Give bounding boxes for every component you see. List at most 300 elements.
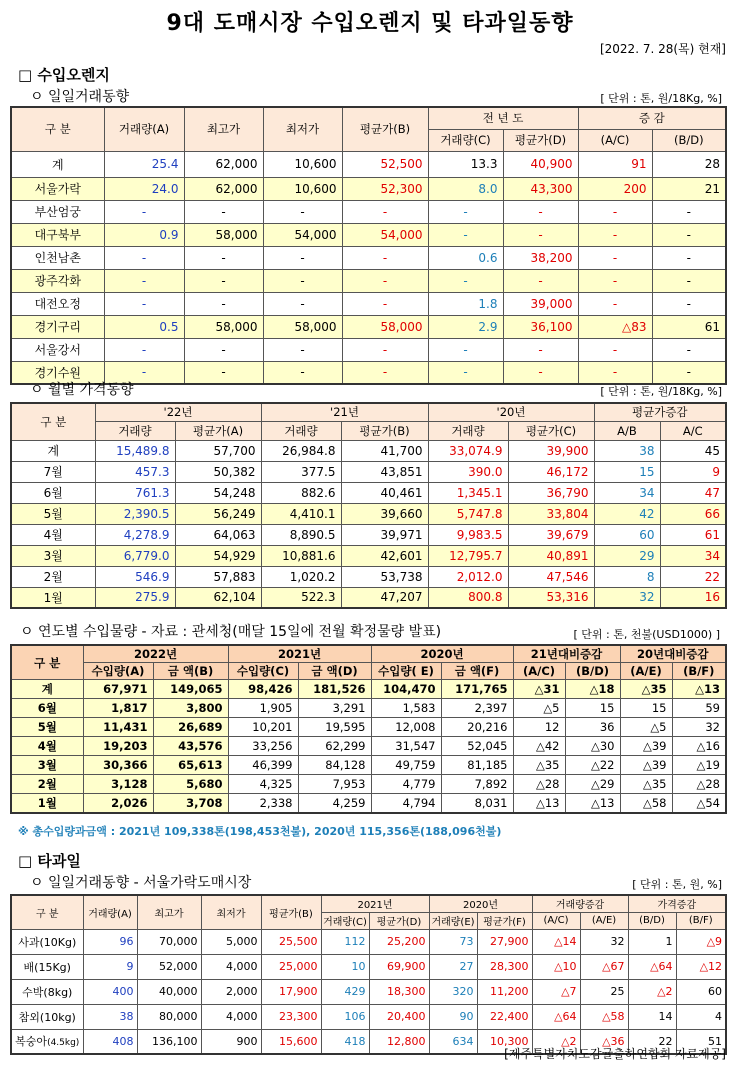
header-2022: '22년 bbox=[95, 403, 261, 421]
table-cell: 400 bbox=[83, 979, 137, 1004]
table-cell: - bbox=[578, 269, 652, 292]
table-cell: - bbox=[578, 292, 652, 315]
row-label: 서울가락 bbox=[11, 177, 104, 200]
table-cell: - bbox=[652, 292, 726, 315]
table-cell: 54,248 bbox=[175, 482, 261, 503]
table-cell: - bbox=[503, 223, 578, 246]
table-cell: 4,794 bbox=[371, 794, 441, 813]
table-cell: △39 bbox=[620, 756, 672, 775]
table-row bbox=[11, 775, 726, 794]
table-cell: △35 bbox=[620, 775, 672, 794]
section-heading-orange: □ 수입오렌지 bbox=[18, 66, 110, 84]
table-cell: 41,700 bbox=[341, 440, 428, 461]
table-cell: 90 bbox=[429, 1004, 477, 1029]
table-cell: △14 bbox=[532, 929, 580, 954]
table-cell: 8.0 bbox=[428, 177, 503, 200]
table-cell: 36 bbox=[565, 718, 620, 737]
subheading-daily-trade: ㅇ 일일거래동향 bbox=[30, 89, 130, 105]
table-cell: 9,983.5 bbox=[428, 524, 508, 545]
table-cell: - bbox=[652, 269, 726, 292]
total-import-note: ※ 총수입량과금액 : 2021년 109,338톤(198,453천불), 2020년 115,356톤(188,096천불) bbox=[18, 825, 502, 838]
table-cell: 39,660 bbox=[341, 503, 428, 524]
table-cell: 32 bbox=[580, 929, 628, 954]
table-cell: 1 bbox=[628, 929, 676, 954]
table-cell: 40,891 bbox=[508, 545, 594, 566]
table-cell: 275.9 bbox=[95, 587, 175, 608]
table-cell: △64 bbox=[532, 1004, 580, 1029]
header-import-a: 수입량(A) bbox=[83, 663, 153, 680]
table-cell: - bbox=[104, 292, 184, 315]
table-cell: 106 bbox=[321, 1004, 369, 1029]
table-row bbox=[11, 503, 726, 524]
header-amount-f: 금 액(F) bbox=[441, 663, 513, 680]
table-cell: 11,200 bbox=[477, 979, 532, 1004]
table-cell: 84,128 bbox=[298, 756, 371, 775]
table-cell: 62,000 bbox=[184, 151, 263, 177]
table-cell: 25,000 bbox=[261, 954, 321, 979]
table-cell: 26,984.8 bbox=[261, 440, 341, 461]
table-cell: △54 bbox=[672, 794, 726, 813]
header-avg-price: 평균가(B) bbox=[261, 895, 321, 929]
table-cell: 136,100 bbox=[137, 1029, 201, 1054]
table-row bbox=[11, 979, 726, 1004]
table-cell: - bbox=[503, 361, 578, 384]
header-volume-change: 거래량증감 bbox=[532, 895, 628, 912]
table-row bbox=[11, 954, 726, 979]
table-cell: - bbox=[342, 246, 428, 269]
table-cell: 62,104 bbox=[175, 587, 261, 608]
table-cell: 26,689 bbox=[153, 718, 228, 737]
table-cell: 40,900 bbox=[503, 151, 578, 177]
header-2020: 2020년 bbox=[371, 645, 513, 663]
table-cell: 19,203 bbox=[83, 737, 153, 756]
table-row bbox=[11, 737, 726, 756]
table-cell: 390.0 bbox=[428, 461, 508, 482]
table-cell: △9 bbox=[676, 929, 726, 954]
other-fruit-table bbox=[10, 894, 727, 1055]
table-cell: 11,431 bbox=[83, 718, 153, 737]
table-cell: - bbox=[342, 292, 428, 315]
table-cell: 52,045 bbox=[441, 737, 513, 756]
table-cell: 15,489.8 bbox=[95, 440, 175, 461]
row-label: 5월 bbox=[11, 503, 95, 524]
table-cell: 546.9 bbox=[95, 566, 175, 587]
table-cell: 15 bbox=[620, 699, 672, 718]
table-cell: 50,382 bbox=[175, 461, 261, 482]
table-cell: △10 bbox=[532, 954, 580, 979]
table-cell: 3,800 bbox=[153, 699, 228, 718]
row-label: 계 bbox=[11, 151, 104, 177]
table-cell: 21 bbox=[652, 177, 726, 200]
table-cell: 10 bbox=[321, 954, 369, 979]
header-ab: A/B bbox=[594, 421, 660, 440]
table-cell: 67,971 bbox=[83, 680, 153, 699]
table-cell: - bbox=[263, 338, 342, 361]
row-label: 대전오정 bbox=[11, 292, 104, 315]
table-cell: 28 bbox=[652, 151, 726, 177]
table-cell: 58,000 bbox=[184, 315, 263, 338]
report-date: [2022. 7. 28(목) 현재] bbox=[599, 42, 726, 56]
table-cell: - bbox=[263, 292, 342, 315]
header-avg-c: 평균가(C) bbox=[508, 421, 594, 440]
header-price-change: 가격증감 bbox=[628, 895, 726, 912]
table-cell: 882.6 bbox=[261, 482, 341, 503]
header-volume: 거래량 bbox=[261, 421, 341, 440]
table-cell: 98,426 bbox=[228, 680, 298, 699]
table-row bbox=[11, 223, 726, 246]
table-cell: 52,300 bbox=[342, 177, 428, 200]
table-cell: 36,790 bbox=[508, 482, 594, 503]
table-cell: 4,278.9 bbox=[95, 524, 175, 545]
table-cell: 4,259 bbox=[298, 794, 371, 813]
row-label: 6월 bbox=[11, 699, 83, 718]
header-change: 증 감 bbox=[578, 107, 726, 129]
header-avg-price: 평균가(B) bbox=[342, 107, 428, 151]
table-cell: - bbox=[578, 246, 652, 269]
row-label: 4월 bbox=[11, 524, 95, 545]
row-label: 부산엄궁 bbox=[11, 200, 104, 223]
header-2020: 2020년 bbox=[429, 895, 532, 912]
header-gubun: 구 분 bbox=[11, 895, 83, 929]
table-cell: 33,074.9 bbox=[428, 440, 508, 461]
table-cell: 4,000 bbox=[201, 954, 261, 979]
table-cell: 4,779 bbox=[371, 775, 441, 794]
table-cell: 43,851 bbox=[341, 461, 428, 482]
row-label: 1월 bbox=[11, 794, 83, 813]
page-title: 9대 도매시장 수입오렌지 및 타과일동향 bbox=[166, 11, 574, 36]
header-bf: (B/F) bbox=[672, 663, 726, 680]
header-amount-d: 금 액(D) bbox=[298, 663, 371, 680]
table-cell: △28 bbox=[672, 775, 726, 794]
table-row bbox=[11, 482, 726, 503]
table-row bbox=[11, 718, 726, 737]
header-prev-avg: 평균가(D) bbox=[503, 129, 578, 151]
table-cell: 36,100 bbox=[503, 315, 578, 338]
row-label: 2월 bbox=[11, 566, 95, 587]
table-cell: 61 bbox=[652, 315, 726, 338]
table-cell: 10,600 bbox=[263, 177, 342, 200]
table-cell: - bbox=[652, 338, 726, 361]
table-cell: - bbox=[104, 338, 184, 361]
table-cell: 22,400 bbox=[477, 1004, 532, 1029]
table-cell: △18 bbox=[565, 680, 620, 699]
table-cell: - bbox=[263, 246, 342, 269]
header-min-price: 최저가 bbox=[263, 107, 342, 151]
table-cell: - bbox=[184, 361, 263, 384]
table-cell: 12,800 bbox=[369, 1029, 429, 1054]
row-label: 7월 bbox=[11, 461, 95, 482]
row-label: 인천남촌 bbox=[11, 246, 104, 269]
table-cell: 2,390.5 bbox=[95, 503, 175, 524]
header-avg-a: 평균가(A) bbox=[175, 421, 261, 440]
table-cell: 522.3 bbox=[261, 587, 341, 608]
header-min-price: 최저가 bbox=[201, 895, 261, 929]
table-cell: △36 bbox=[580, 1029, 628, 1054]
table-cell: 1,020.2 bbox=[261, 566, 341, 587]
table-cell: 52,500 bbox=[342, 151, 428, 177]
header-ae: (A/E) bbox=[580, 912, 628, 929]
row-label: 경기구리 bbox=[11, 315, 104, 338]
table-cell: 46,172 bbox=[508, 461, 594, 482]
header-bf: (B/F) bbox=[676, 912, 726, 929]
table-cell: 30,366 bbox=[83, 756, 153, 775]
table-cell: 14 bbox=[628, 1004, 676, 1029]
table-cell: 33,804 bbox=[508, 503, 594, 524]
table-cell: 58,000 bbox=[184, 223, 263, 246]
table-cell: - bbox=[263, 269, 342, 292]
unit-label: [ 단위 : 톤, 천불(USD1000) ] bbox=[573, 628, 720, 641]
table-row bbox=[11, 699, 726, 718]
table-cell: 25 bbox=[580, 979, 628, 1004]
table-cell: 200 bbox=[578, 177, 652, 200]
table-cell: 60 bbox=[594, 524, 660, 545]
header-volume-c: 거래량(C) bbox=[321, 912, 369, 929]
table-cell: 8,890.5 bbox=[261, 524, 341, 545]
table-cell: 20,400 bbox=[369, 1004, 429, 1029]
table-cell: 38,200 bbox=[503, 246, 578, 269]
header-prev-volume: 거래량(C) bbox=[428, 129, 503, 151]
table-cell: 4,325 bbox=[228, 775, 298, 794]
table-row bbox=[11, 292, 726, 315]
table-cell: 25,200 bbox=[369, 929, 429, 954]
table-cell: - bbox=[578, 223, 652, 246]
table-cell: 3,128 bbox=[83, 775, 153, 794]
table-cell: 15 bbox=[565, 699, 620, 718]
table-cell: 7,892 bbox=[441, 775, 513, 794]
table-cell: △67 bbox=[580, 954, 628, 979]
table-cell: 0.6 bbox=[428, 246, 503, 269]
table-cell: 39,000 bbox=[503, 292, 578, 315]
table-cell: 2.9 bbox=[428, 315, 503, 338]
header-max-price: 최고가 bbox=[137, 895, 201, 929]
table-cell: △5 bbox=[620, 718, 672, 737]
table-cell: 52,000 bbox=[137, 954, 201, 979]
table-cell: 38 bbox=[83, 1004, 137, 1029]
table-cell: - bbox=[184, 292, 263, 315]
table-cell: 43,300 bbox=[503, 177, 578, 200]
header-volume: 거래량(A) bbox=[104, 107, 184, 151]
table-cell: 33,256 bbox=[228, 737, 298, 756]
table-cell: 34 bbox=[660, 545, 726, 566]
table-cell: △2 bbox=[532, 1029, 580, 1054]
table-cell: △13 bbox=[513, 794, 565, 813]
subheading-monthly-price: ㅇ 월별 가격동향 bbox=[30, 382, 134, 398]
table-cell: 1.8 bbox=[428, 292, 503, 315]
table-cell: 80,000 bbox=[137, 1004, 201, 1029]
section-heading-other-fruit: □ 타과일 bbox=[18, 852, 81, 870]
table-cell: △5 bbox=[513, 699, 565, 718]
table-cell: 634 bbox=[429, 1029, 477, 1054]
row-label: 1월 bbox=[11, 587, 95, 608]
table-cell: 2,012.0 bbox=[428, 566, 508, 587]
header-ac: (A/C) bbox=[532, 912, 580, 929]
header-avg-change: 평균가증감 bbox=[594, 403, 726, 421]
table-cell: 761.3 bbox=[95, 482, 175, 503]
row-label: 서울강서 bbox=[11, 338, 104, 361]
table-cell: - bbox=[428, 200, 503, 223]
table-cell: - bbox=[578, 338, 652, 361]
table-cell: 54,929 bbox=[175, 545, 261, 566]
table-row bbox=[11, 680, 726, 699]
table-row bbox=[11, 315, 726, 338]
row-label: 배(15Kg) bbox=[11, 954, 83, 979]
header-bd: (B/D) bbox=[652, 129, 726, 151]
table-cell: 32 bbox=[594, 587, 660, 608]
table-cell: 9 bbox=[660, 461, 726, 482]
table-cell: 1,905 bbox=[228, 699, 298, 718]
table-cell: 57,700 bbox=[175, 440, 261, 461]
table-cell: 40,461 bbox=[341, 482, 428, 503]
table-cell: 47,207 bbox=[341, 587, 428, 608]
table-cell: 62,299 bbox=[298, 737, 371, 756]
table-cell: 5,000 bbox=[201, 929, 261, 954]
table-cell: 66 bbox=[660, 503, 726, 524]
table-cell: 25,500 bbox=[261, 929, 321, 954]
table-cell: - bbox=[104, 246, 184, 269]
table-cell: 46,399 bbox=[228, 756, 298, 775]
table-cell: - bbox=[104, 361, 184, 384]
table-cell: 1,583 bbox=[371, 699, 441, 718]
table-cell: 60 bbox=[676, 979, 726, 1004]
table-cell: 54,000 bbox=[342, 223, 428, 246]
table-cell: 23,300 bbox=[261, 1004, 321, 1029]
table-cell: △42 bbox=[513, 737, 565, 756]
table-cell: 15,600 bbox=[261, 1029, 321, 1054]
table-cell: 8 bbox=[594, 566, 660, 587]
yearly-import-table bbox=[10, 644, 727, 814]
table-cell: - bbox=[184, 269, 263, 292]
table-cell: △22 bbox=[565, 756, 620, 775]
table-cell: △35 bbox=[513, 756, 565, 775]
header-2022: 2022년 bbox=[83, 645, 228, 663]
table-cell: - bbox=[428, 223, 503, 246]
subheading-yearly-import: ㅇ 연도별 수입물량 - 자료 : 관세청(매달 15일에 전월 확정물량 발표) bbox=[20, 624, 442, 640]
table-row bbox=[11, 524, 726, 545]
table-cell: △30 bbox=[565, 737, 620, 756]
header-import-e: 수입량( E) bbox=[371, 663, 441, 680]
table-row bbox=[11, 461, 726, 482]
table-cell: 25.4 bbox=[104, 151, 184, 177]
table-row bbox=[11, 151, 726, 177]
table-cell: 27 bbox=[429, 954, 477, 979]
table-cell: 18,300 bbox=[369, 979, 429, 1004]
table-cell: 64,063 bbox=[175, 524, 261, 545]
table-cell: 39,900 bbox=[508, 440, 594, 461]
table-cell: - bbox=[184, 246, 263, 269]
table-cell: - bbox=[104, 269, 184, 292]
subheading-garak-market: ㅇ 일일거래동향 - 서울가락도매시장 bbox=[30, 875, 252, 891]
table-cell: 2,026 bbox=[83, 794, 153, 813]
table-cell: - bbox=[342, 200, 428, 223]
table-cell: 54,000 bbox=[263, 223, 342, 246]
table-row bbox=[11, 794, 726, 813]
table-cell: 418 bbox=[321, 1029, 369, 1054]
table-cell: - bbox=[652, 246, 726, 269]
table-cell: △2 bbox=[628, 979, 676, 1004]
table-cell: 104,470 bbox=[371, 680, 441, 699]
table-row bbox=[11, 587, 726, 608]
table-cell: 58,000 bbox=[263, 315, 342, 338]
row-label: 3월 bbox=[11, 545, 95, 566]
table-cell: 12,008 bbox=[371, 718, 441, 737]
table-cell: 408 bbox=[83, 1029, 137, 1054]
table-cell: 32 bbox=[672, 718, 726, 737]
table-cell: 24.0 bbox=[104, 177, 184, 200]
header-2021: 2021년 bbox=[228, 645, 371, 663]
table-cell: △58 bbox=[620, 794, 672, 813]
header-ac: (A/C) bbox=[578, 129, 652, 151]
table-cell: △16 bbox=[672, 737, 726, 756]
header-2020: '20년 bbox=[428, 403, 594, 421]
table-cell: △7 bbox=[532, 979, 580, 1004]
table-cell: △83 bbox=[578, 315, 652, 338]
row-label: 광주각화 bbox=[11, 269, 104, 292]
table-cell: 39,679 bbox=[508, 524, 594, 545]
table-cell: - bbox=[263, 361, 342, 384]
table-cell: 2,338 bbox=[228, 794, 298, 813]
daily-orange-table bbox=[10, 106, 727, 385]
row-label: 4월 bbox=[11, 737, 83, 756]
table-cell: 65,613 bbox=[153, 756, 228, 775]
table-cell: 31,547 bbox=[371, 737, 441, 756]
row-label: 참외(10kg) bbox=[11, 1004, 83, 1029]
header-volume: 거래량(A) bbox=[83, 895, 137, 929]
table-cell: - bbox=[503, 269, 578, 292]
table-cell: 1,345.1 bbox=[428, 482, 508, 503]
table-cell: 70,000 bbox=[137, 929, 201, 954]
table-cell: 429 bbox=[321, 979, 369, 1004]
table-cell: △12 bbox=[676, 954, 726, 979]
unit-label: [ 단위 : 톤, 원/18Kg, %] bbox=[600, 92, 722, 105]
unit-label: [ 단위 : 톤, 원, %] bbox=[632, 878, 722, 891]
row-label: 수박(8kg) bbox=[11, 979, 83, 1004]
header-volume: 거래량 bbox=[428, 421, 508, 440]
header-avg-f: 평균가(F) bbox=[477, 912, 532, 929]
header-max-price: 최고가 bbox=[184, 107, 263, 151]
table-cell: 22 bbox=[628, 1029, 676, 1054]
row-label: 경기수원 bbox=[11, 361, 104, 384]
table-row bbox=[11, 200, 726, 223]
table-cell: 69,900 bbox=[369, 954, 429, 979]
row-label: 2월 bbox=[11, 775, 83, 794]
table-cell: 13.3 bbox=[428, 151, 503, 177]
table-cell: 58,000 bbox=[342, 315, 428, 338]
header-volume: 거래량 bbox=[95, 421, 175, 440]
unit-label: [ 단위 : 톤, 원/18Kg, %] bbox=[600, 385, 722, 398]
table-cell: △19 bbox=[672, 756, 726, 775]
row-label: 대구북부 bbox=[11, 223, 104, 246]
table-cell: △39 bbox=[620, 737, 672, 756]
table-cell: 61 bbox=[660, 524, 726, 545]
table-cell: 81,185 bbox=[441, 756, 513, 775]
table-row bbox=[11, 1004, 726, 1029]
table-cell: 42 bbox=[594, 503, 660, 524]
row-label: 5월 bbox=[11, 718, 83, 737]
row-label: 6월 bbox=[11, 482, 95, 503]
table-cell: 2,397 bbox=[441, 699, 513, 718]
table-cell: 96 bbox=[83, 929, 137, 954]
table-cell: 5,747.8 bbox=[428, 503, 508, 524]
table-cell: △13 bbox=[565, 794, 620, 813]
table-cell: 6,779.0 bbox=[95, 545, 175, 566]
table-cell: 4,410.1 bbox=[261, 503, 341, 524]
table-cell: - bbox=[578, 361, 652, 384]
table-cell: 17,900 bbox=[261, 979, 321, 1004]
header-2021: 2021년 bbox=[321, 895, 429, 912]
table-cell: 38 bbox=[594, 440, 660, 461]
table-row bbox=[11, 177, 726, 200]
monthly-price-table bbox=[10, 402, 727, 609]
